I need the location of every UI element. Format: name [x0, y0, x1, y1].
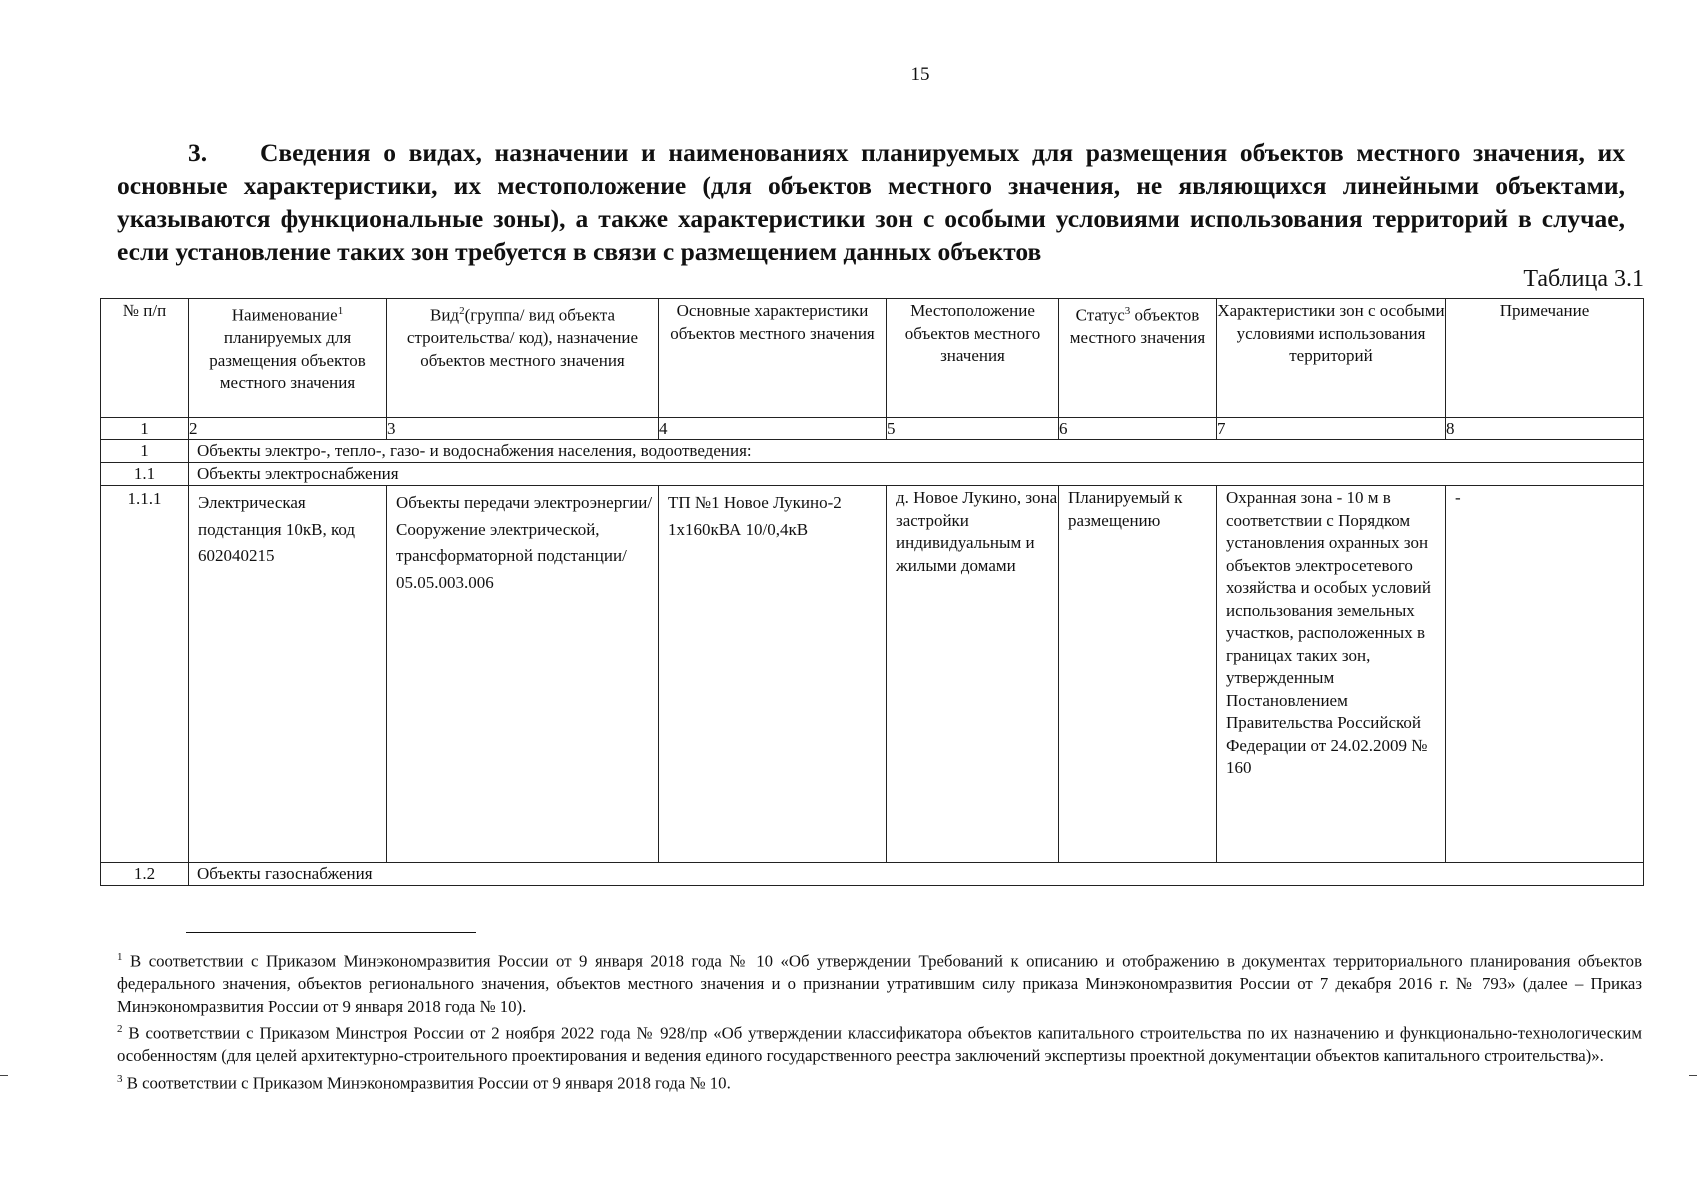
footnote-text: В соответствии с Приказом Минэкономразвития России от 9 января 2018 года № 10 «Об утверждении Требований к описанию и отображению в документах территориального планирования объектов федерального значения, объектов регионального значения, объектов местного значения и о признании утратившим силу приказа Минэкономразвития России от 7 декабря 2016 г. № 793» (далее – Приказ Минэкономразвития России от 9 января 2018 года № 10). — [117, 951, 1642, 1016]
footnote-text: В соответствии с Приказом Минэкономразвития России от 9 января 2018 года № 10. — [126, 1073, 731, 1093]
column-number-cell: 3 — [387, 418, 659, 440]
header-cell: Основные характеристики объектов местного значения — [659, 299, 887, 418]
footnote-mark: 1 — [117, 951, 123, 963]
footnote — [117, 946, 1642, 1018]
footnote-mark: 3 — [117, 1072, 123, 1085]
location-cell: д. Новое Лукино, зона застройки индивидуальным и жилыми домами — [887, 486, 1059, 863]
footnote-mark: 2 — [117, 1023, 123, 1036]
page-number: 15 — [910, 64, 930, 85]
header-cell: Наименование$^1$ планируемых для размещения объектов местного значения — [189, 299, 387, 418]
object-kind-cell: Объекты передачи электроэнергии/ Сооружение электрической, трансформаторной подстанции/ 05.05.003.006 — [387, 486, 659, 863]
section-row — [101, 440, 1644, 463]
section-number: 1.1 — [101, 463, 189, 486]
section-heading — [117, 136, 1625, 268]
column-number-cell: 7 — [1217, 418, 1446, 440]
header-cell: Статус$^3$ объектов местного значения — [1059, 299, 1217, 418]
section-number: 1 — [101, 440, 189, 463]
characteristics-cell: ТП №1 Новое Лукино-2 1x160кВА 10/0,4кВ — [659, 486, 887, 863]
scan-edge-mark — [1689, 1075, 1697, 1076]
column-number-cell: 6 — [1059, 418, 1217, 440]
table-caption: Таблица 3.1 — [1523, 266, 1644, 292]
section-title: Объекты электроснабжения — [189, 463, 1644, 486]
objects-table — [100, 298, 1644, 886]
header-cell: Характеристики зон с особыми условиями использования территорий — [1217, 299, 1446, 418]
column-number-cell: 2 — [189, 418, 387, 440]
object-name-cell: Электрическая подстанция 10кВ, код 602040215 — [189, 486, 387, 863]
header-cell: Вид$^2$(группа/ вид объекта строительства/ код), назначение объектов местного значения — [387, 299, 659, 418]
footnotes — [117, 946, 1642, 1095]
scan-edge-mark — [0, 1075, 8, 1076]
footnote-ref: 2 — [459, 305, 465, 317]
column-number-cell: 5 — [887, 418, 1059, 440]
table-header-row — [101, 299, 1644, 418]
status-cell: Планируемый к размещению — [1059, 486, 1217, 863]
section-heading-number: 3. — [188, 138, 208, 167]
footnote — [117, 1018, 1642, 1068]
section-heading-text: Сведения о видах, назначении и наименованиях планируемых для размещения объектов местного значения, их основные характеристики, их местоположение (для объектов местного значения, не являющихся линейными объектами, указываются функциональные зоны), а также характеристики зон с особыми условиями использования территорий в случае, если установление таких зон требуется в связи с размещением данных объектов — [117, 138, 1625, 266]
header-cell: № п/п — [101, 299, 189, 418]
row-number-cell: 1.1.1 — [101, 486, 189, 863]
footnote-text: В соответствии с Приказом Минстроя России от 2 ноября 2022 года № 928/пр «Об утверждении классификатора объектов капитального строительства по их назначению и функционально-технологическим особенностям (для целей архитектурно-строительного проектирования и ведения единого государственного реестра заключений экспертизы проектной документации объектов капитального строительства)». — [117, 1023, 1642, 1066]
zones-cell: Охранная зона - 10 м в соответствии с Порядком установления охранных зон объектов электросетевого хозяйства и особых условий использования земельных участков, расположенных в границах таких зон, утвержденным Постановлением Правительства Российской Федерации от 24.02.2009 № 160 — [1217, 486, 1446, 863]
column-number-row — [101, 418, 1644, 440]
header-cell: Примечание — [1446, 299, 1644, 418]
table-row — [101, 486, 1644, 863]
column-number-cell: 1 — [101, 418, 189, 440]
note-cell: - — [1446, 486, 1644, 863]
section-number: 1.2 — [101, 863, 189, 886]
footnote — [117, 1068, 1642, 1095]
footnote-ref: 3 — [1124, 305, 1131, 317]
column-number-cell: 4 — [659, 418, 887, 440]
header-cell: Местоположение объектов местного значения — [887, 299, 1059, 418]
section-title: Объекты газоснабжения — [189, 863, 1644, 886]
section-row — [101, 463, 1644, 486]
footnote-separator — [186, 932, 476, 933]
section-title: Объекты электро-, тепло-, газо- и водоснабжения населения, водоотведения: — [189, 440, 1644, 463]
section-row — [101, 863, 1644, 886]
footnote-ref: 1 — [337, 305, 344, 317]
column-number-cell: 8 — [1446, 418, 1644, 440]
